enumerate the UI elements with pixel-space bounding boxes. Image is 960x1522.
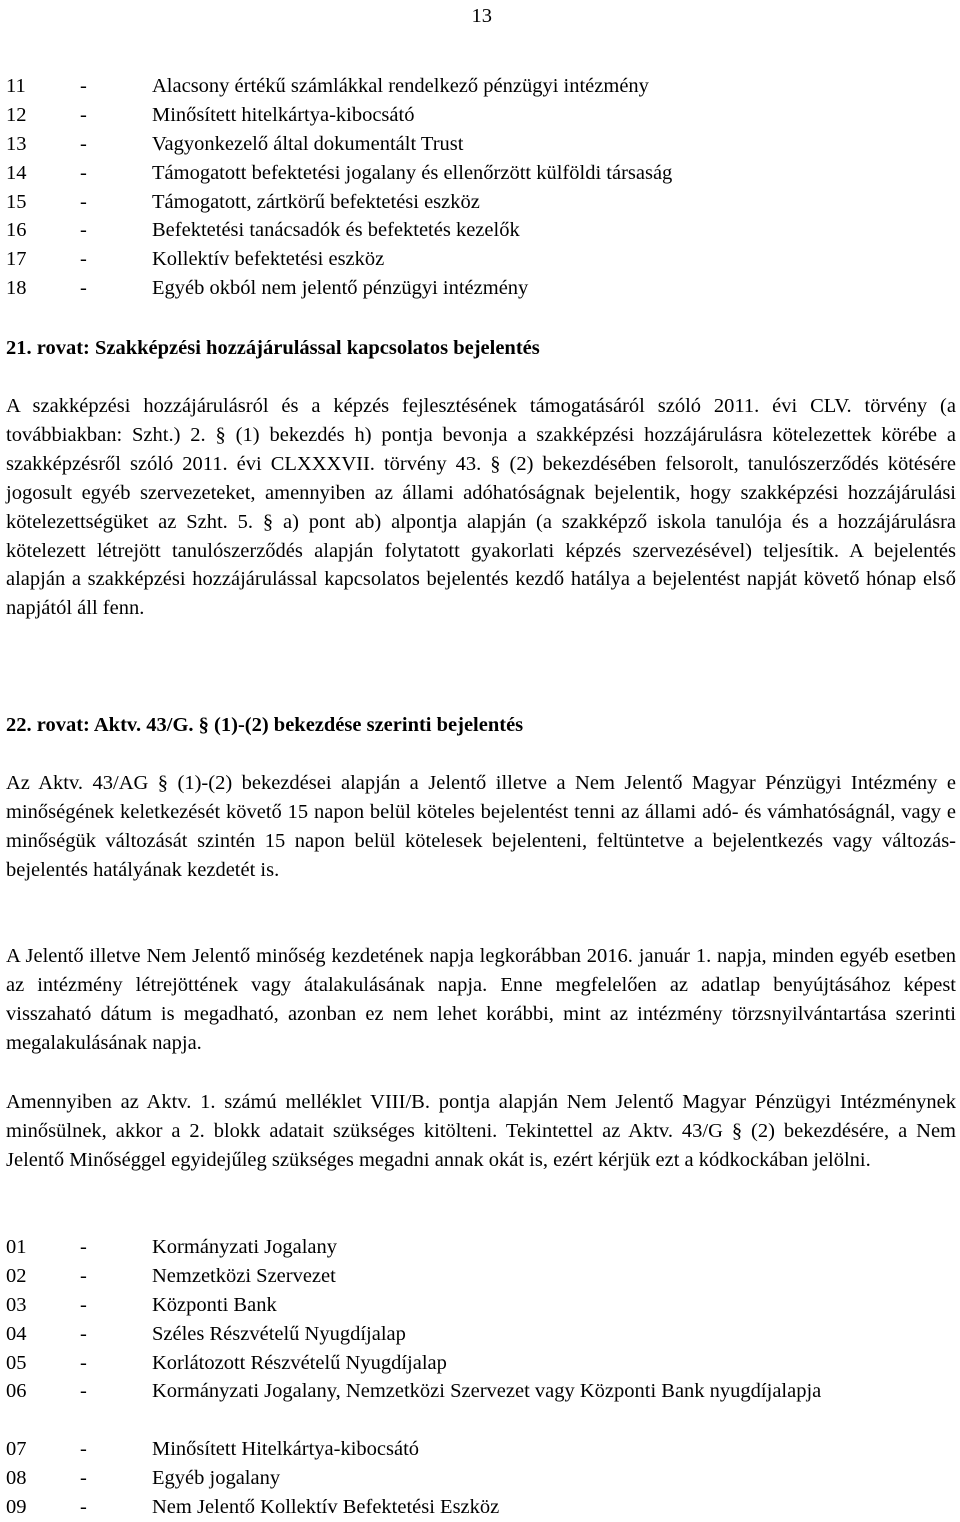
item-text: Kormányzati Jogalany [152,1236,338,1258]
item-text: Minősített Hitelkártya-kibocsátó [152,1438,420,1461]
item-dash: - [80,219,87,242]
item-text: Széles Részvételű Nyugdíjalap [152,1322,406,1345]
item-dash: - [80,190,87,213]
item-code: 18 [6,277,27,300]
list-item [6,274,946,303]
item-dash: - [80,1467,87,1490]
item-code: 09 [6,1496,27,1519]
item-text: Központi Bank [152,1293,277,1316]
item-code: 07 [6,1438,27,1461]
item-dash: - [80,248,87,271]
list-item [6,1262,946,1291]
item-code: 08 [6,1467,27,1490]
code-list-financial-institutions [6,72,946,303]
item-text: Kollektív befektetési eszköz [152,248,385,271]
item-code: 11 [6,75,26,97]
item-code: 12 [6,103,27,126]
list-item [6,1320,946,1349]
item-dash: - [80,1351,87,1374]
list-item [6,1291,946,1320]
item-code: 14 [6,161,27,184]
item-code: 13 [6,132,27,155]
page-number: 13 [471,5,492,27]
item-text: Nem Jelentő Kollektív Befektetési Eszköz [152,1496,500,1519]
item-dash: - [80,1264,87,1287]
item-dash: - [80,1496,87,1519]
list-item [6,1435,946,1464]
list-item [6,72,946,101]
item-code: 01 [6,1236,27,1258]
list-item [6,245,946,274]
item-text: Alacsony értékű számlákkal rendelkező pénzügyi intézmény [152,75,649,97]
list-item [6,1464,946,1493]
section-22-paragraph-3: Amennyiben az Aktv. 1. számú melléklet VIII/B. pontja alapján Nem Jelentő Magyar Pénzügyi Intézménynek minősülnek, akkor a 2. blokk adatait szükséges kitölteni. Tekintettel az Aktv. 43/G § (2) bekezdésére, a Nem Jelentő Minőséggel egyidejűleg szükséges megadni annak okát is, ezért kérjük ezt a kódkockában jelölni. [6,1091,956,1171]
item-code: 04 [6,1322,27,1345]
list-item [6,130,946,159]
item-code: 17 [6,248,27,271]
section-22-paragraph-1: Az Aktv. 43/AG § (1)-(2) bekezdései alapján a Jelentő illetve a Nem Jelentő Magyar Pénzügyi Intézmény e minőségének keletkezését követő 15 napon belül köteles bejelentést tenni az állami adó- és vámhatóságnál, vagy e minőségük változását szintén 15 napon belül kötelesek bejelenteni, feltüntetve a bejelentkezés vagy változás-bejelentés hatályának kezdetét is. [6,772,956,881]
item-dash: - [80,277,87,300]
code-list-non-reporting-reasons [6,1233,946,1522]
section-21-paragraph: A szakképzési hozzájárulásról és a képzés fejlesztésének támogatásáról szóló 2011. évi CLV. törvény (a továbbiakban: Szht.) 2. § (1) bekezdés h) pontja bevonja a szakképzési hozzájárulásra kötelezettek körébe a szakképzésről szóló 2011. évi CLXXXVII. törvény 43. § (2) bekezdésében felsorolt, tanulószerződés kötésére jogosult egyéb szervezeteket, amennyiben az állami adóhatóságnak bejelentik, hogy szakképzési hozzájárulási kötelezettségüket az Szht. 5. § a) pont ab) alpontja alapján (a szakképző iskola tanulója és a hozzájárulásra kötelezett létrejött tanulószerződés alapján folytatott gyakorlati képzés szervezésével) teljesítik. A bejelentés alapján a szakképzési hozzájárulással kapcsolatos bejelentés kezdő hatálya a bejelentést napját követő hónap első napjától áll fenn. [6,395,956,620]
item-text: Nemzetközi Szervezet [152,1264,336,1287]
item-text: Kormányzati Jogalany, Nemzetközi Szervezet vagy Központi Bank nyugdíjalapja [152,1380,822,1403]
item-dash: - [80,1236,87,1258]
item-code: 06 [6,1380,27,1403]
item-dash: - [80,1293,87,1316]
item-text: Befektetési tanácsadók és befektetés kezelők [152,219,520,242]
item-dash: - [80,75,87,97]
list-item [6,1493,946,1522]
item-dash: - [80,161,87,184]
item-dash: - [80,1438,87,1461]
item-dash: - [80,1322,87,1345]
item-code: 03 [6,1293,27,1316]
list-item [6,1377,946,1435]
item-text: Támogatott befektetési jogalany és ellenőrzött külföldi társaság [152,161,673,184]
list-item [6,1349,946,1378]
section-22-paragraph-2: A Jelentő illetve Nem Jelentő minőség kezdetének napja legkorábban 2016. január 1. napja, minden egyéb esetben az intézmény létrejöttének vagy átalakulásának napja. Enne megfelelően az adatlap benyújtásához képest visszaható dátum is megadható, azonban ez nem lehet korábbi, mint az intézmény törzsnyilvántartása szerinti megalakulásának napja. [6,945,956,1054]
list-item [6,1233,946,1262]
item-text: Támogatott, zártkörű befektetési eszköz [152,190,480,213]
section-22-heading: 22. rovat: Aktv. 43/G. § (1)-(2) bekezdése szerinti bejelentés [6,714,524,736]
item-dash: - [80,1380,87,1403]
item-text: Egyéb jogalany [152,1467,281,1490]
item-dash: - [80,103,87,126]
item-code: 02 [6,1264,27,1287]
item-dash: - [80,132,87,155]
list-item [6,216,946,245]
item-code: 15 [6,190,27,213]
list-item [6,101,946,130]
item-text: Korlátozott Részvételű Nyugdíjalap [152,1351,447,1374]
item-text: Egyéb okból nem jelentő pénzügyi intézmény [152,277,529,300]
list-item [6,159,946,188]
item-code: 16 [6,219,27,242]
item-text: Minősített hitelkártya-kibocsátó [152,103,415,126]
section-21-heading: 21. rovat: Szakképzési hozzájárulással kapcsolatos bejelentés [6,337,540,359]
item-code: 05 [6,1351,27,1374]
list-item [6,188,946,217]
item-text: Vagyonkezelő által dokumentált Trust [152,132,464,155]
